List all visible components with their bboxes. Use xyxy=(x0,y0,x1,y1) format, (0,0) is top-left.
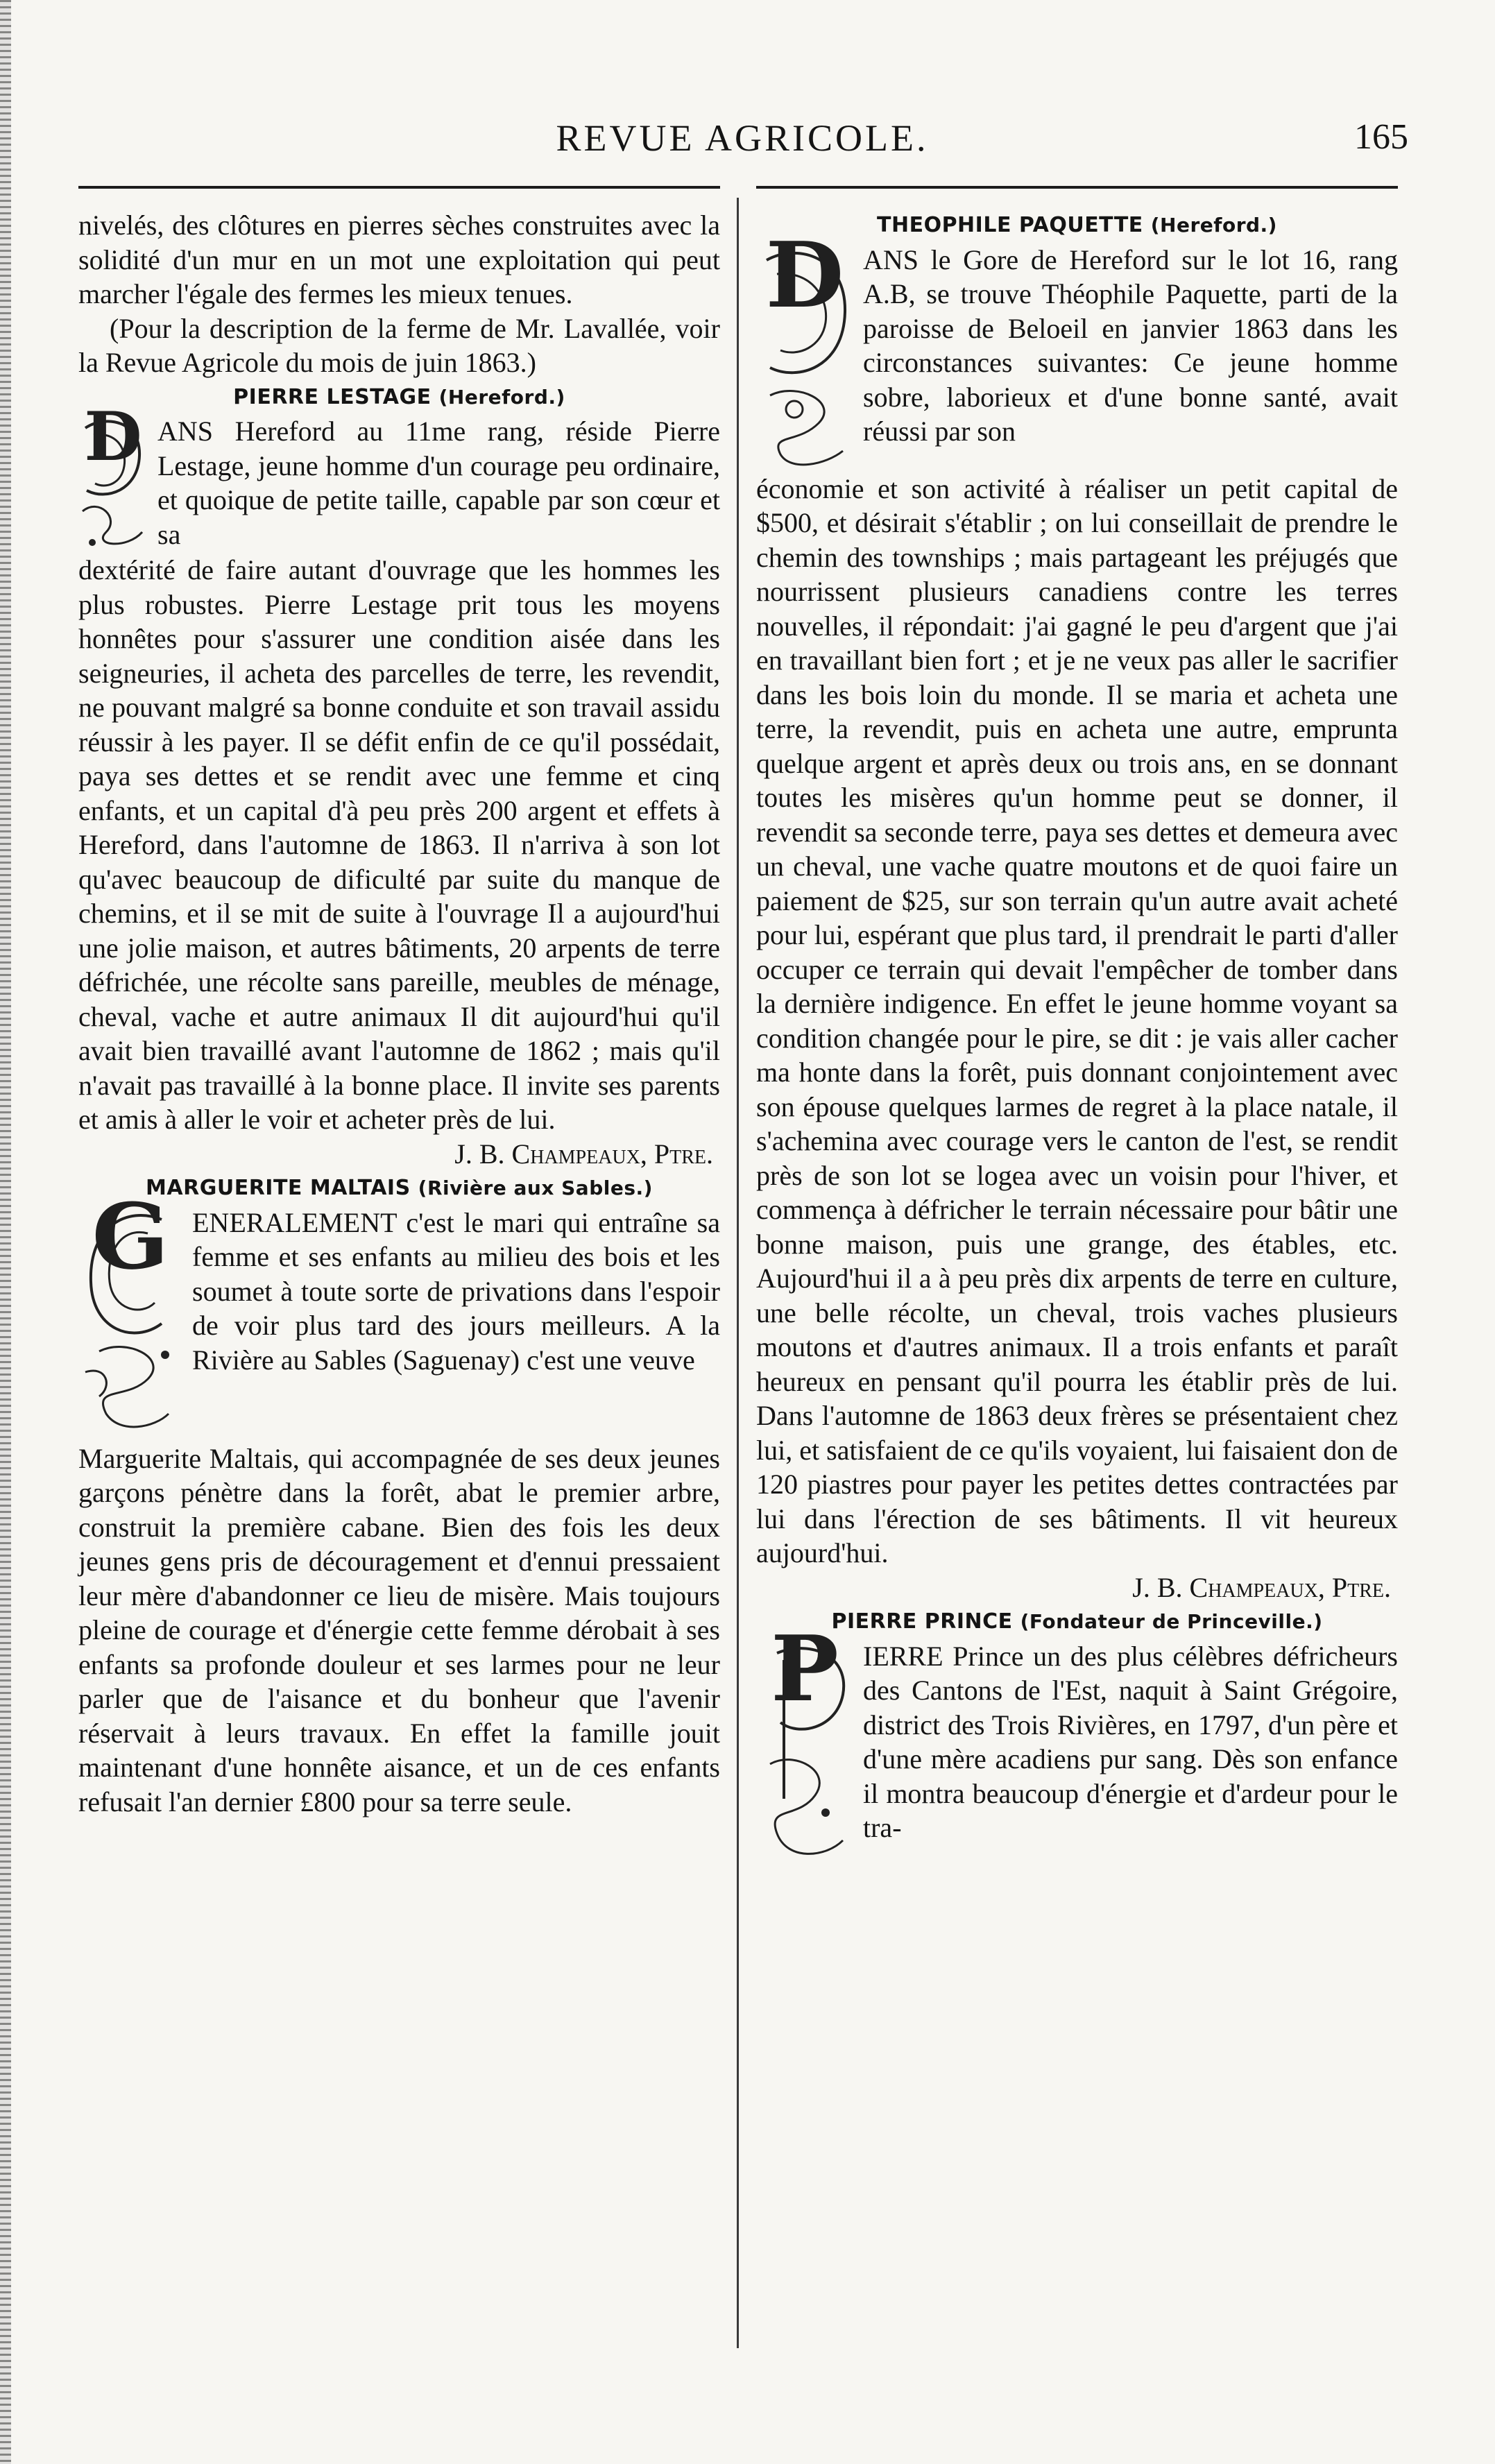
heading-place: (Hereford.) xyxy=(1150,214,1277,237)
initial-letter: P xyxy=(771,1615,839,1722)
initial-letter: G xyxy=(92,1183,169,1290)
column-divider xyxy=(737,198,739,2348)
left-column xyxy=(78,208,720,1819)
header-rule-left xyxy=(78,186,720,189)
maltais-opening: ENERALEMENT c'est le mari qui entraîne sa femme et ses enfants au milieu des bois et les soumet à toute sorte de privations dans l'espoir de voir plus tard des jours meilleurs. A la Rivière au Sables (Saguenay) c'est une veuve xyxy=(192,1206,720,1376)
page-header xyxy=(76,117,1408,172)
heading-place: (Rivière aux Sables.) xyxy=(418,1177,653,1199)
scan-edge xyxy=(0,0,11,2464)
intro-paragraph: nivelés, des clôtures en pierres sèches construites avec la solidité d'un mur en un mot une exploitation qui peut marcher l'égale des fermes les mieux tenues. xyxy=(78,209,720,309)
heading-name: PIERRE PRINCE xyxy=(831,1609,1013,1634)
lestage-opening: ANS Hereford au 11me rang, réside Pierre Lestage, jeune homme d'un courage peu ordinaire, et quoique de petite taille, capable par son cœur et sa xyxy=(157,416,720,550)
header-rule-right xyxy=(756,186,1398,189)
paquette-body: économie et son activité à réaliser un petit capital de $500, et désirait s'établir ; on lui conseillait de prendre le chemin des townships ; mais partageant les préjugés que nourrissent plusieurs canadiens contre les terres nouvelles, il répondait: j'ai gagné le peu d'argent que j'ai en travaillant bien fort ; et je ne veux pas aller le sacrifier dans les bois loin du monde. Il se maria et acheta une terre, la revendit, puis en acheta une autre, emprunta quelque argent et après deux ou trois ans, en se donnant toutes les misères qu'un homme peut se donner, il revendit sa seconde terre, paya ses dettes et demeura avec un cheval, une vache quatre moutons et de quoi faire un paiement de $25, sur son terrain qu'un autre avait acheté pour lui, espérant que plus tard, il prendrait le parti d'aller occuper ce terrain qui devait l'empêcher de tomber dans la dernière indigence. En effet le jeune homme voyant sa condition changée pour le pire, se dit : je vais aller cacher ma honte dans la forêt, puis donnant conjointement avec son épouse quelques larmes de regret à la place natale, il s'achemina avec courage vers le canton de l'est, se rendit près de son lot se logea avec un voisin pour l'hiver, et commença à défricher le terrain nécessaire pour bâtir une bonne maison, puis une grange, des étables, etc. Aujourd'hui il a à peu près dix arpents de terre en culture, une belle récolte, un cheval, trois vaches plusieurs moutons et d'autres animaux. Il a trois enfants et paraît heureux en pensant qu'il pourra les établir près de lui. Dans l'automne de 1863 deux frères se présentaient chez lui, et satisfaient de ce qu'ils voyaient, lui faisaient don de 120 piastres pour payer les petites dettes contractées par lui dans l'érection de ses bâtiments. Il vit heureux aujourd'hui. xyxy=(756,472,1398,1568)
prince-opening: IERRE Prince un des plus célèbres défricheurs des Cantons de l'Est, naquit à Saint Grégoire, district des Trois Rivières, en 1797, d'un père et d'une mère acadiens pur sang. Dès son enfance il montra beaucoup d'énergie et d'ardeur pour le tra- xyxy=(863,1640,1398,1843)
section-heading-maltais xyxy=(78,1171,720,1206)
heading-name: PIERRE LESTAGE xyxy=(233,384,432,409)
maltais-body: Marguerite Maltais, qui accompagnée de ses deux jeunes garçons pénètre dans la forêt, abat le premier arbre, construit la première cabane. Bien des fois les deux jeunes gens pris de découragement et d'ennui pressaient leur mère d'abandonner ce lieu de misère. Mais toujours pleine de courage et d'énergie cette femme dérobait à ses enfants sa profonde douleur et ses larmes pour ne leur parler que de l'aisance et du bonheur que l'avenir réservait à leurs travaux. En effet la famille jouit maintenant d'une honnête aisance, et un de ces enfants refusait l'an dernier £800 pour sa terre seule. xyxy=(78,1442,720,1817)
ornamental-initial-d-icon xyxy=(78,397,148,553)
ornamental-initial-p-icon xyxy=(756,1615,853,1868)
ornamental-initial-g-icon xyxy=(78,1183,182,1441)
signature-paquette: J. B. Champeaux, Ptre. xyxy=(1132,1571,1391,1603)
ornamental-initial-d-icon xyxy=(756,221,853,472)
initial-letter: D xyxy=(765,221,844,328)
initial-letter: D xyxy=(84,397,142,476)
heading-name: MARGUERITE MALTAIS xyxy=(146,1176,411,1200)
heading-place: (Fondateur de Princeville.) xyxy=(1020,1610,1323,1633)
note-paragraph: (Pour la description de la ferme de Mr. Lavallée, voir la Revue Agricole du mois de juin 1863.) xyxy=(78,312,720,378)
section-heading-lestage xyxy=(78,380,720,415)
right-column xyxy=(756,208,1398,1868)
lestage-body: dextérité de faire autant d'ouvrage que les hommes les plus robustes. Pierre Lestage prit tous les moyens honnêtes pour s'assurer une condition aisée dans les seigneuries, il acheta des parcelles de terre, les revendit, ne pouvant malgré sa bonne conduite et son travail assidu réussir à les payer. Il se défit enfin de ce qu'il possédait, paya ses dettes et se rendit avec une femme et cinq enfants, et un capital d'à peu près 200 argent et effets à Hereford, dans l'automne de 1863. Il n'arriva à son lot qu'avec beaucoup de dificulté par suite du manque de chemins, et il se mit de suite à l'ouvrage Il a aujourd'hui une jolie maison, et autres bâtiments, 20 arpents de terre défrichée, une récolte sans pareille, meubles de ménage, cheval, vache et autre animaux Il dit aujourd'hui qu'il avait bien travaillé avant l'automne de 1862 ; mais qu'il n'avait pas travaillé à la bonne place. Il invite ses parents et amis à aller le voir et acheter près de lui. xyxy=(78,554,720,1135)
paquette-opening: ANS le Gore de Hereford sur le lot 16, rang A.B, se trouve Théophile Paquette, parti de la paroisse de Beloeil en janvier 1863 dans les circonstances suivantes: Ce jeune homme sobre, laborieux et d'une bonne santé, avait réussi par son xyxy=(863,243,1398,447)
journal-title: REVUE AGRICOLE. xyxy=(556,117,929,159)
section-heading-paquette xyxy=(756,208,1398,243)
dropcap-block-lestage xyxy=(78,397,720,553)
signature-lestage: J. B. Champeaux, Ptre. xyxy=(454,1138,713,1170)
heading-name: THEOPHILE PAQUETTE xyxy=(877,213,1143,237)
page-number: 165 xyxy=(1354,117,1408,157)
section-heading-prince xyxy=(756,1605,1398,1639)
heading-place: (Hereford.) xyxy=(438,385,565,409)
